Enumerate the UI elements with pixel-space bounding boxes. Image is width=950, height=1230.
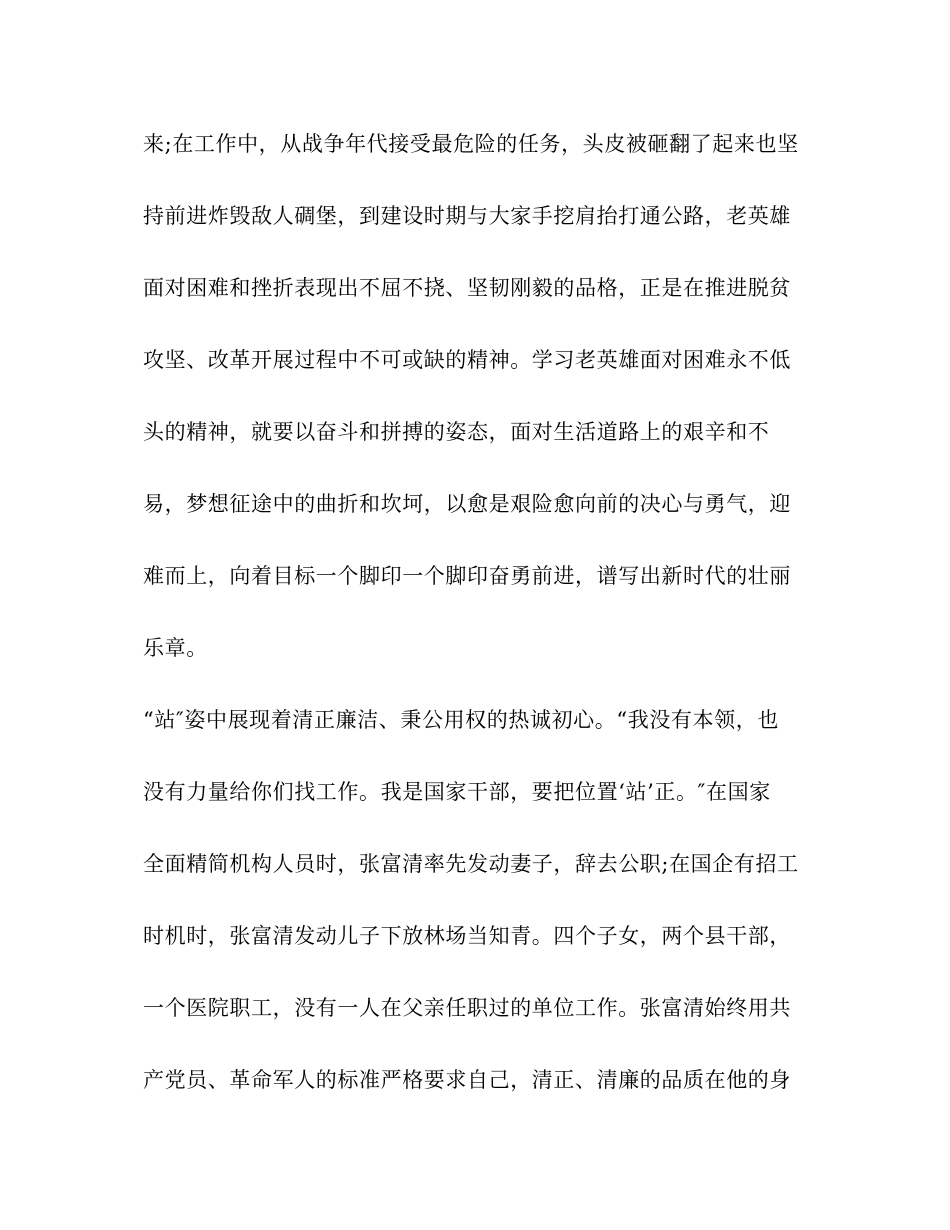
paragraph-line-1: 来;在工作中，从战争年代接受最危险的任务，头皮被砸翻了起来也坚 bbox=[143, 132, 799, 156]
paragraph-line-2: 持前进炸毁敌人碉堡，到建设时期与大家手挖肩抬打通公路，老英雄 bbox=[143, 204, 791, 228]
paragraph-line-3: 面对困难和挫折表现出不屈不挠、坚韧刚毅的品格，正是在推进脱贫 bbox=[143, 276, 791, 300]
paragraph-line-14: 产党员、革命军人的标准严格要求自己，清正、清廉的品质在他的身 bbox=[143, 1068, 791, 1092]
paragraph-line-4: 攻坚、改革开展过程中不可或缺的精神。学习老英雄面对困难永不低 bbox=[143, 348, 791, 372]
paragraph-line-12: 时机时，张富清发动儿子下放林场当知青。四个子女，两个县干部， bbox=[143, 924, 791, 948]
paragraph-line-9: “站″姿中展现着清正廉洁、秉公用权的热诚初心。“我没有本领，也 bbox=[143, 708, 779, 732]
paragraph-line-11: 全面精简机构人员时，张富清率先发动妻子，辞去公职;在国企有招工 bbox=[143, 852, 799, 876]
paragraph-line-10: 没有力量给你们找工作。我是国家干部，要把位置‘站’正。″在国家 bbox=[143, 780, 771, 804]
paragraph-line-7: 难而上，向着目标一个脚印一个脚印奋勇前进，谱写出新时代的壮丽 bbox=[143, 564, 791, 588]
paragraph-line-6: 易，梦想征途中的曲折和坎坷，以愈是艰险愈向前的决心与勇气，迎 bbox=[143, 492, 791, 516]
paragraph-line-8: 乐章。 bbox=[143, 636, 208, 660]
paragraph-line-5: 头的精神，就要以奋斗和拼搏的姿态，面对生活道路上的艰辛和不 bbox=[143, 420, 770, 444]
paragraph-line-13: 一个医院职工，没有一人在父亲任职过的单位工作。张富清始终用共 bbox=[143, 996, 791, 1020]
